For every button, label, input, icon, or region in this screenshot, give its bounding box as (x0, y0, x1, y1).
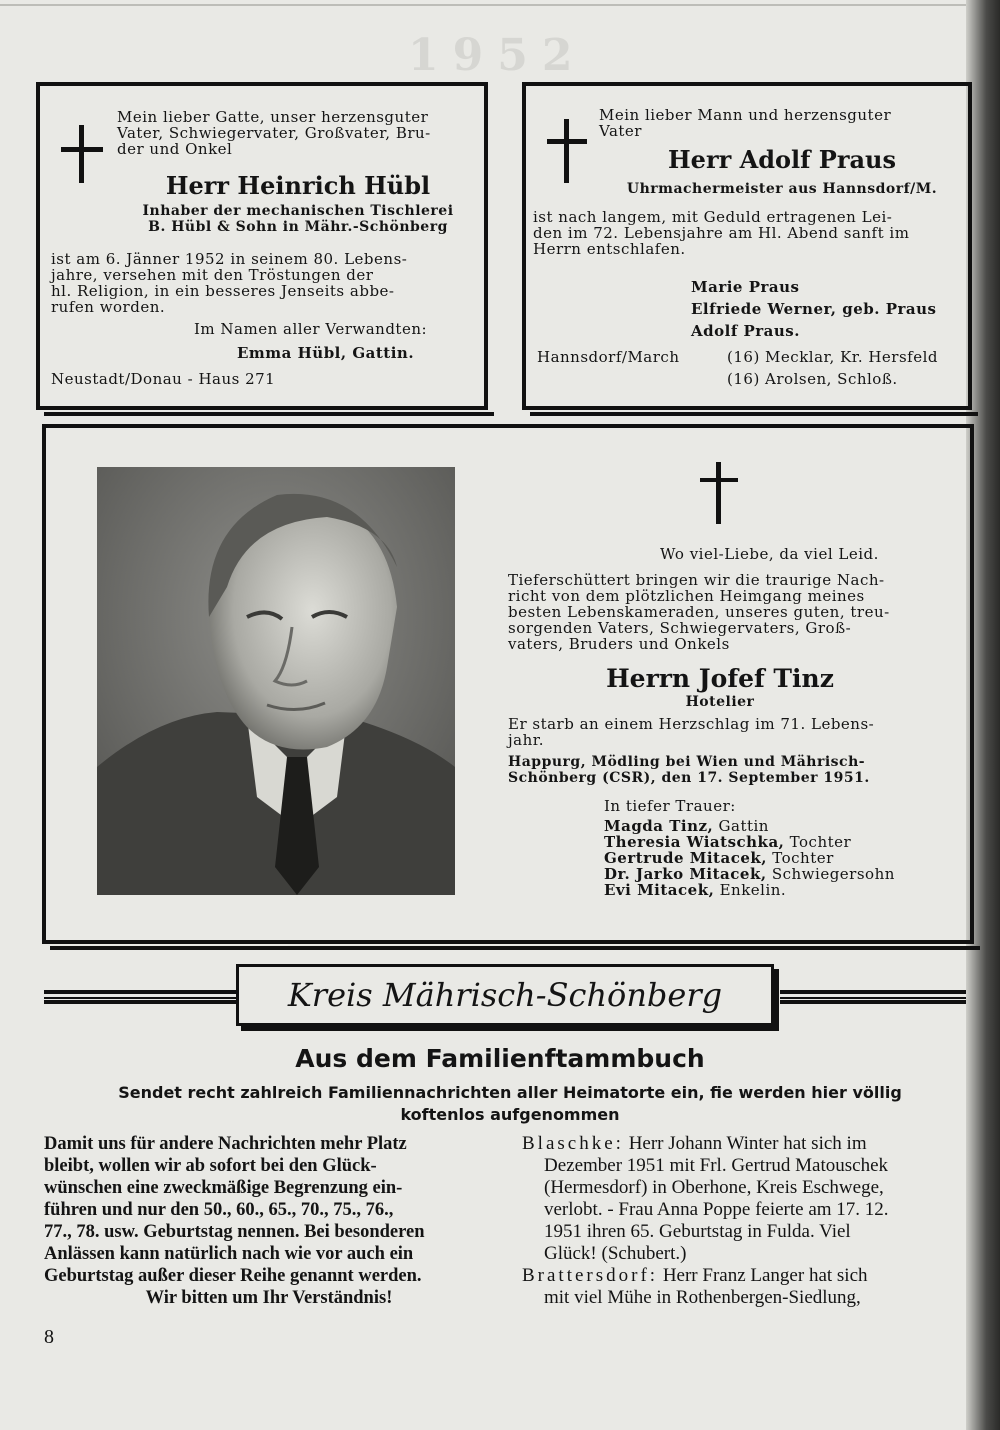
mourner-name: Dr. Jarko Mitacek, (604, 865, 767, 883)
section-subheading: Sendet recht zahlreich Familiennachrichten aller Heimatorte ein, fie werden hier völlig koftenlos aufgenommen (118, 1083, 902, 1124)
section-banner-title: Kreis Mährisch-Schönberg (287, 976, 723, 1014)
notice3-body: Er starb an einem Herzschlag im 71. Lebens- jahr. (508, 715, 875, 749)
notice3-title: Hotelier (685, 694, 755, 710)
mourner-relation: Enkelin. (719, 881, 787, 899)
notice3-mourner (604, 866, 895, 882)
notice1-signer: Emma Hübl, Gattin. (237, 344, 415, 362)
notice3-mourner (604, 818, 769, 834)
notice2-subtitle: Uhrmachermeister aus Hannsdorf/M. (626, 181, 938, 197)
entry-text: Herr Johann Winter hat sich im (628, 1133, 867, 1154)
notice1-body: ist am 6. Jänner 1952 in seinem 80. Lebens- jahre, versehen mit den Tröstungen der hl. Religion, in ein besseres Jenseits abbe- rufen worden. (51, 250, 408, 316)
top-edge-line (0, 4, 966, 6)
notice3-mourner (604, 850, 834, 866)
mourner-relation: Tochter (772, 849, 834, 867)
mourner-name: Gertrude Mitacek, (604, 849, 767, 867)
notice1-intro: Mein lieber Gatte, unser herzensguter Vater, Schwiegervater, Großvater, Bru- der und Onkel (117, 108, 431, 158)
mourner-name: Theresia Wiatschka, (604, 833, 785, 851)
notice3-mourning-label: In tiefer Trauer: (604, 797, 736, 815)
section-heading: Aus dem Familienftammbuch (295, 1044, 705, 1073)
portrait-image (97, 467, 455, 895)
notice2-place-right: (16) Arolsen, Schloß. (727, 370, 898, 388)
banner-rule-left (44, 990, 236, 1004)
notice1-place: Neustadt/Donau - Haus 271 (51, 370, 276, 388)
left-column-text: Damit uns für andere Nachrichten mehr Platz bleibt, wollen wir ab sofort bei den Glück- wünschen eine zweckmäßige Begrenzung ein- führen und nur den 50., 60., 65., 70., 75., 76., 77., 78. usw. Geburtstag nennen. Bei besonderen Anlässen kann natürlich nach wie vor auch ein Geburtstag außer dieser Reihe genannt werden. (44, 1134, 425, 1286)
scan-mark: 1952 (408, 30, 587, 81)
page-number: 8 (44, 1326, 54, 1348)
notice1-subtitle: Inhaber der mechanischen Tischlerei B. Hübl & Sohn in Mähr.-Schönberg (142, 203, 454, 235)
notice2-mourner: Marie Praus (691, 278, 800, 296)
notice2-intro: Mein lieber Mann und herzensguter Vater (599, 106, 892, 140)
notice3-places: Happurg, Mödling bei Wien und Mährisch- Schönberg (CSR), den 17. September 1951. (508, 754, 870, 786)
family-news-entry (522, 1265, 974, 1309)
section-banner (236, 964, 774, 1026)
banner-rule-right (780, 990, 966, 1004)
cross-icon (547, 119, 587, 183)
notice1-signoff: Im Namen aller Verwandten: (194, 320, 428, 338)
mourner-relation: Schwiegersohn (771, 865, 895, 883)
left-column-closing: Wir bitten um Ihr Verständnis! (145, 1288, 393, 1308)
family-news-entry (522, 1133, 974, 1265)
notice3-mourner (604, 882, 786, 898)
obituary-heinrich-huebl (36, 82, 488, 410)
notice2-mourner: Adolf Praus. (691, 322, 800, 340)
notice3-motto: Wo viel-Liebe, da viel Leid. (660, 545, 879, 563)
obituary-adolf-praus (522, 82, 972, 410)
portrait-photo (97, 467, 455, 895)
notice2-mourner: Elfriede Werner, geb. Praus (691, 300, 937, 318)
mourner-relation: Gattin (718, 817, 769, 835)
entry-text: Herr Franz Langer hat sich (662, 1265, 868, 1286)
mourner-name: Magda Tinz, (604, 817, 714, 835)
cross-icon (61, 125, 103, 183)
notice2-body: ist nach langem, mit Geduld ertragenen Lei- den im 72. Lebensjahre am Hl. Abend sanft im Herrn entschlafen. (533, 208, 910, 258)
entry-place: Brattersdorf: (522, 1265, 659, 1286)
notice3-name: Herrn Jofef Tinz (606, 664, 834, 693)
notice1-name: Herr Heinrich Hübl (165, 171, 431, 200)
mourner-relation: Tochter (789, 833, 852, 851)
right-column (522, 1133, 974, 1309)
notice3-mourner (604, 834, 851, 850)
mourner-name: Evi Mitacek, (604, 881, 715, 899)
entry-text: mit viel Mühe in Rothenbergen-Siedlung, (544, 1287, 861, 1308)
notice2-name: Herr Adolf Praus (668, 145, 896, 174)
entry-place: Blaschke: (522, 1133, 624, 1154)
entry-text: Dezember 1951 mit Frl. Gertrud Matouschek (Hermesdorf) in Oberhone, Kreis Eschwege, verlobt. - Frau Anna Poppe feierte am 17. 12. 1951 ihren 65. Geburtstag in Fulda. Viel Glück! (Schubert.) (544, 1155, 889, 1264)
cross-icon (700, 462, 738, 524)
notice2-place-right: (16) Mecklar, Kr. Hersfeld (727, 348, 939, 366)
notice3-intro: Tieferschüttert bringen wir die traurige Nach- richt von dem plötzlichen Heimgang meines besten Lebenskameraden, unseres guten, treu- sorgenden Vaters, Schwiegervaters, Groß- vaters, Bruders und Onkels (508, 571, 890, 653)
notice2-place-left: Hannsdorf/March (537, 348, 680, 366)
